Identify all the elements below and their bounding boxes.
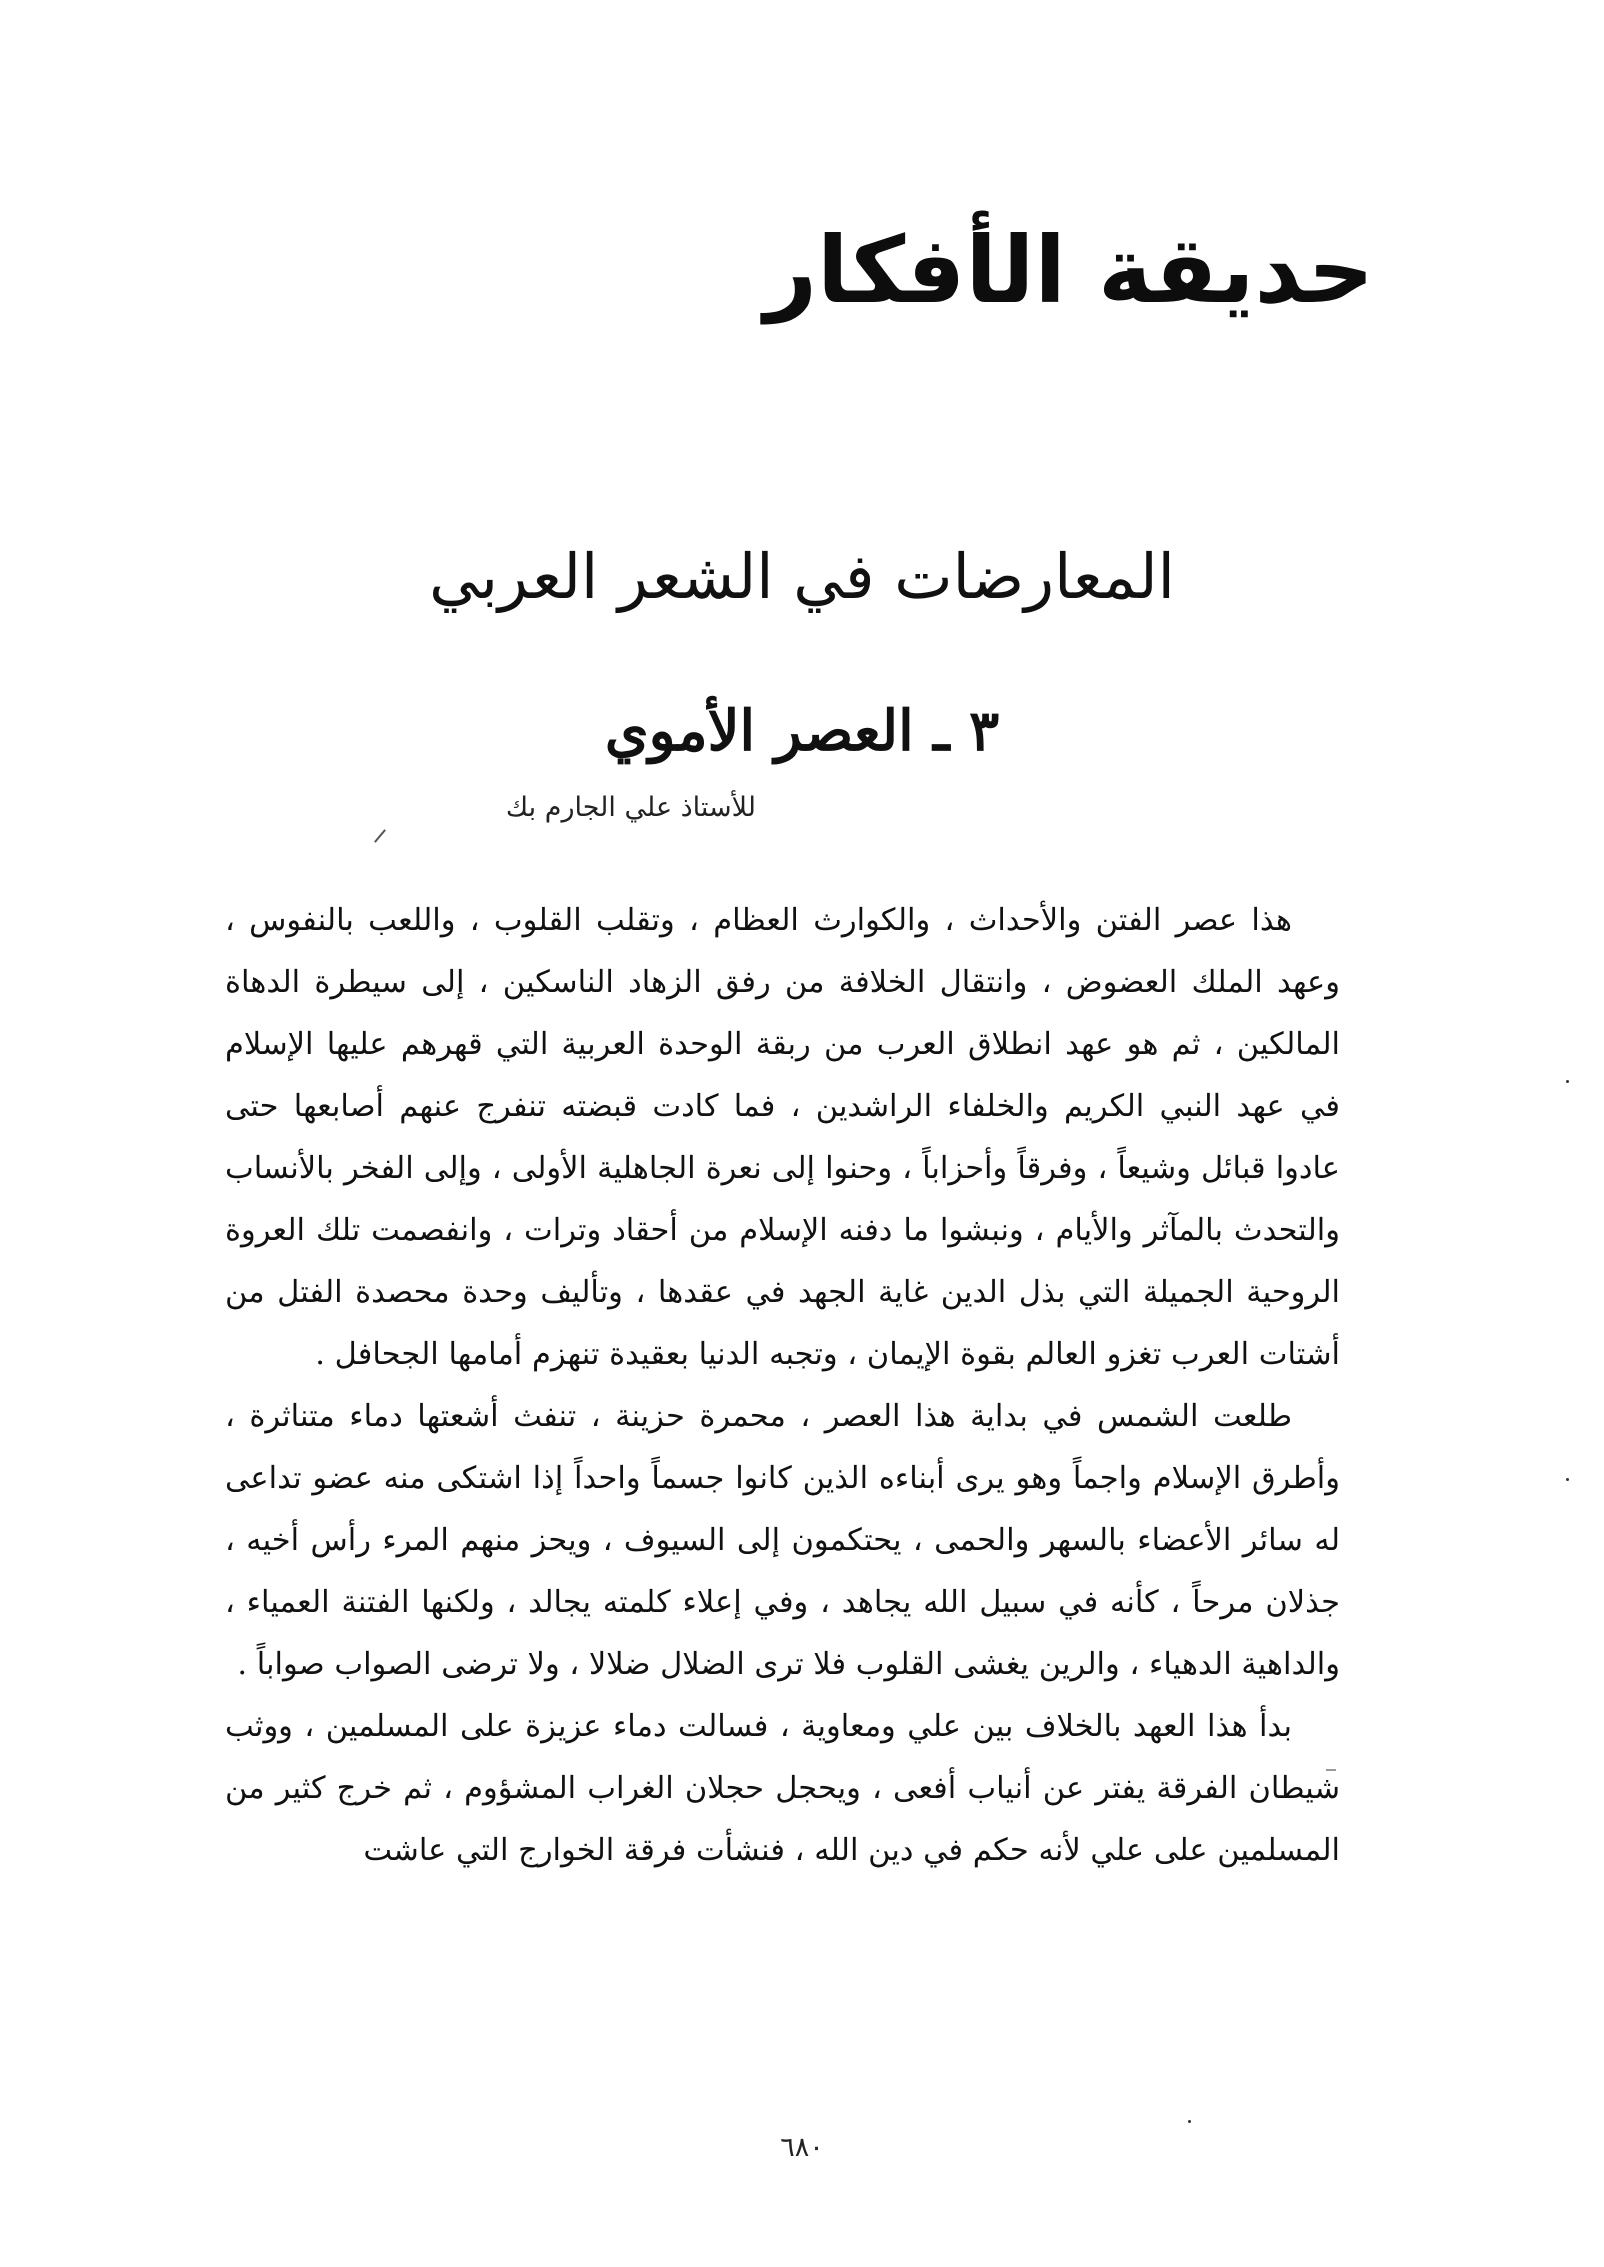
scan-mark	[1326, 1769, 1336, 1771]
article-title: المعارضات في الشعر العربي	[429, 540, 1175, 613]
page-number: ٦٨٠	[780, 2132, 824, 2163]
paragraph: هذا عصر الفتن والأحداث ، والكوارث العظام ، وتقلب القلوب ، واللعب بالنفوس ، وعهد الملك العضوض ، وانتقال الخلافة من رفق الزهاد الناسكين ، إلى سيطرة الدهاة المالكين ، ثم هو عهد انطلاق العرب من ربقة الوحدة العربية التي قهرهم عليها الإسلام في عهد النبي الكريم والخلفاء الراشدين ، فما كادت قبضته تنفرج عنهم أصابعها حتى عادوا قبائل وشيعاً ، وفرقاً وأحزاباً ، وحنوا إلى نعرة الجاهلية الأولى ، وإلى الفخر بالأنساب والتحدث بالمآثر والأيام ، ونبشوا ما دفنه الإسلام من أحقاد وترات ، وانفصمت تلك العروة الروحية الجميلة التي بذل الدين غاية الجهد في عقدها ، وتأليف وحدة محصدة الفتل من أشتات العرب تغزو العالم بقوة الإيمان ، وتجبه الدنيا بعقيدة تنهزم أمامها الجحافل .	[225, 903, 1340, 1372]
scan-mark	[374, 829, 386, 843]
author-byline: للأستاذ علي الجارم بك	[505, 792, 756, 823]
section-header: حديقة الأفكار	[764, 217, 1374, 324]
scan-speck	[1566, 1478, 1569, 1481]
scan-speck	[1566, 1080, 1569, 1083]
scan-speck	[1188, 2120, 1191, 2123]
paragraph: بدأ هذا العهد بالخلاف بين علي ومعاوية ، فسالت دماء عزيزة على المسلمين ، ووثب شيطان الفرقة يفتر عن أنياب أفعى ، ويحجل حجلان الغراب المشؤوم ، ثم خرج كثير من المسلمين على علي لأنه حكم في دين الله ، فنشأت فرقة الخوارج التي عاشت	[225, 1709, 1340, 1868]
paragraph: طلعت الشمس في بداية هذا العصر ، محمرة حزينة ، تنفث أشعتها دماء متناثرة ، وأطرق الإسلام واجماً وهو يرى أبناءه الذين كانوا جسماً واحداً إذا اشتكى منه عضو تداعى له سائر الأعضاء بالسهر والحمى ، يحتكمون إلى السيوف ، ويحز منهم المرء رأس أخيه ، جذلان مرحاً ، كأنه في سبيل الله يجاهد ، وفي إعلاء كلمته يجالد ، ولكنها الفتنة العمياء ، والداهية الدهياء ، والرين يغشى القلوب فلا ترى الضلال ضلالا ، ولا ترضى الصواب صواباً .	[225, 1399, 1340, 1682]
article-subtitle: ٣ ـ العصر الأموي	[604, 698, 1000, 764]
article-body	[225, 890, 1340, 1882]
